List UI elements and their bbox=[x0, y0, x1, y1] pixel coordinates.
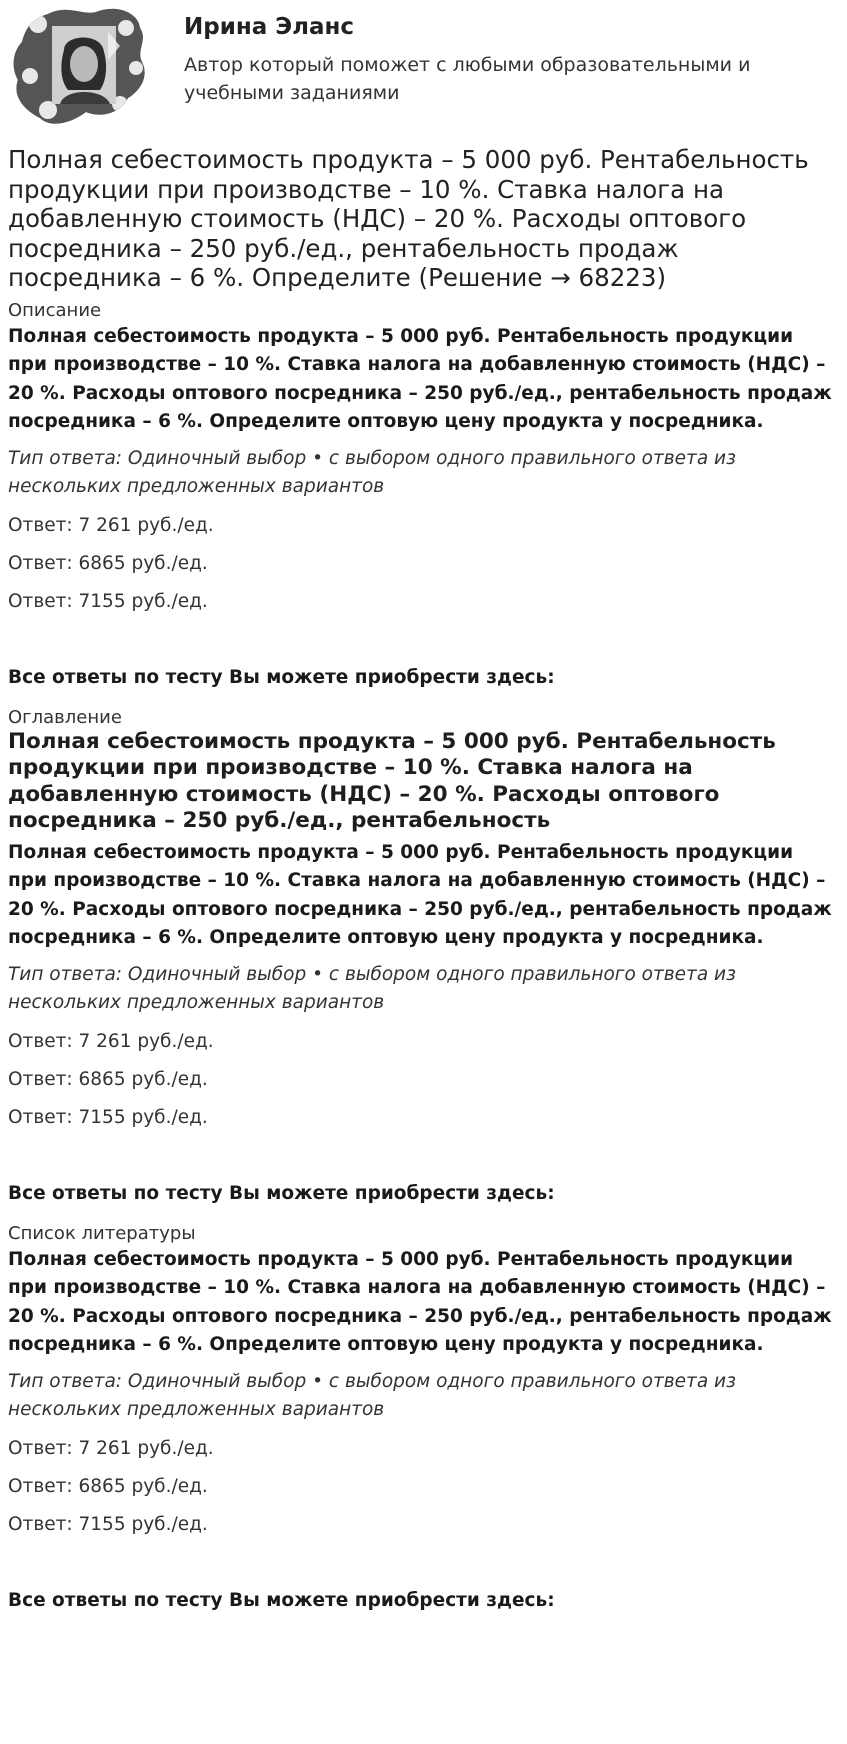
buy-answers-text: Все ответы по тесту Вы можете приобрести здесь: bbox=[8, 666, 555, 688]
answer-type: Тип ответа: Одиночный выбор • с выбором одного правильного ответа из нескольких предложенных вариантов bbox=[8, 1370, 736, 1420]
content bbox=[8, 145, 838, 1615]
section-description bbox=[8, 299, 838, 692]
section-heading: Полная себестоимость продукта – 5 000 руб. Рентабельность продукции при производстве – 10 %. Ставка налога на добавленную стоимость (НДС) – 20 %. Расходы оптового посредника – 250 руб./ед., рентабельность bbox=[8, 728, 776, 833]
section-contents bbox=[8, 706, 838, 1208]
buy-answers-text: Все ответы по тесту Вы можете приобрести здесь: bbox=[8, 1182, 555, 1204]
section-label: Оглавление bbox=[8, 706, 122, 728]
section-references bbox=[8, 1222, 838, 1615]
answer-option: Ответ: 7155 руб./ед. bbox=[8, 1513, 208, 1535]
question-text: Полная себестоимость продукта – 5 000 руб. Рентабельность продукции при производстве – 10 %. Ставка налога на добавленную стоимость (НДС) – 20 %. Расходы оптового посредника – 250 руб./ед., рентабельность продаж посредника – 6 %. Определите оптовую цену продукта у посредника. bbox=[8, 841, 832, 948]
answer-option: Ответ: 7 261 руб./ед. bbox=[8, 514, 214, 536]
answer-option: Ответ: 7155 руб./ед. bbox=[8, 1106, 208, 1128]
answer-option: Ответ: 6865 руб./ед. bbox=[8, 552, 208, 574]
answer-type: Тип ответа: Одиночный выбор • с выбором одного правильного ответа из нескольких предложенных вариантов bbox=[8, 447, 736, 497]
question-text: Полная себестоимость продукта – 5 000 руб. Рентабельность продукции при производстве – 10 %. Ставка налога на добавленную стоимость (НДС) – 20 %. Расходы оптового посредника – 250 руб./ед., рентабельность продаж посредника – 6 %. Определите оптовую цену продукта у посредника. bbox=[8, 325, 832, 432]
author-name[interactable]: Ирина Эланс bbox=[184, 14, 355, 40]
section-label: Описание bbox=[8, 299, 102, 321]
answer-option: Ответ: 6865 руб./ед. bbox=[8, 1068, 208, 1090]
answer-option: Ответ: 7 261 руб./ед. bbox=[8, 1030, 214, 1052]
buy-answers-text: Все ответы по тесту Вы можете приобрести здесь: bbox=[8, 1589, 555, 1611]
page-title: Полная себестоимость продукта – 5 000 руб. Рентабельность продукции при производстве – 10 %. Ставка налога на добавленную стоимость (НДС) – 20 %. Расходы оптового посредника – 250 руб./ед., рентабельность продаж посредника – 6 %. Определите (Решение → 68223) bbox=[8, 145, 809, 292]
answer-option: Ответ: 7155 руб./ед. bbox=[8, 590, 208, 612]
author-block bbox=[8, 6, 838, 126]
answer-option: Ответ: 6865 руб./ед. bbox=[8, 1475, 208, 1497]
author-avatar bbox=[8, 6, 153, 126]
answer-option: Ответ: 7 261 руб./ед. bbox=[8, 1437, 214, 1459]
question-text: Полная себестоимость продукта – 5 000 руб. Рентабельность продукции при производстве – 10 %. Ставка налога на добавленную стоимость (НДС) – 20 %. Расходы оптового посредника – 250 руб./ед., рентабельность продаж посредника – 6 %. Определите оптовую цену продукта у посредника. bbox=[8, 1248, 832, 1355]
author-description: Автор который поможет с любыми образовательными и учебными заданиями bbox=[184, 54, 751, 104]
answer-type: Тип ответа: Одиночный выбор • с выбором одного правильного ответа из нескольких предложенных вариантов bbox=[8, 963, 736, 1013]
section-label: Список литературы bbox=[8, 1222, 196, 1244]
